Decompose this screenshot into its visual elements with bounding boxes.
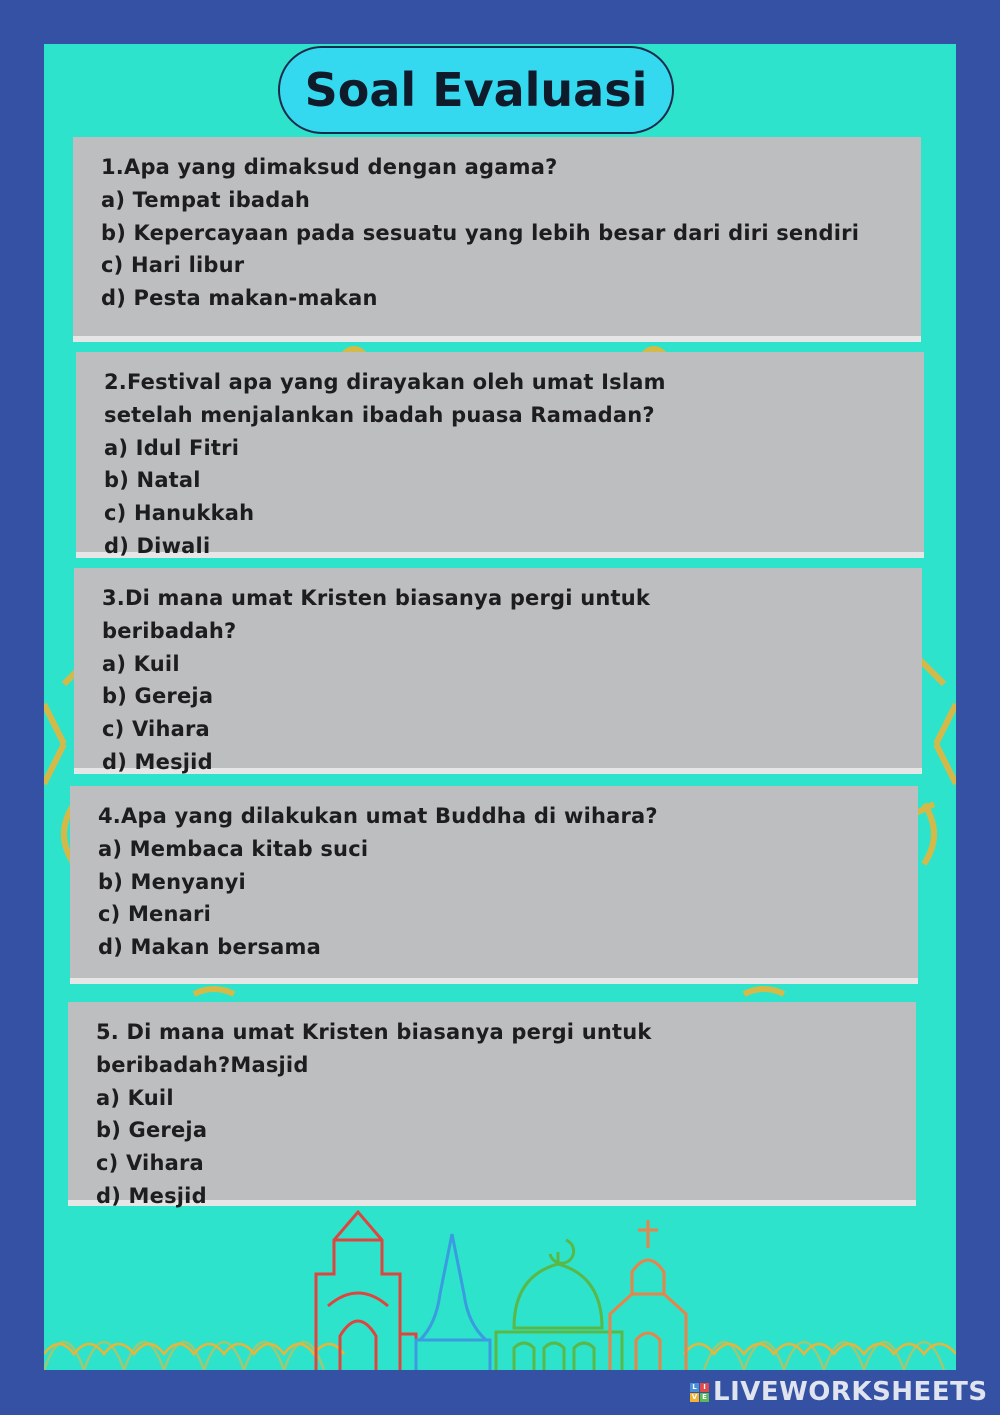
liveworksheets-logo[interactable] (690, 1377, 988, 1407)
answer-option-a[interactable]: a) Membaca kitab suci (98, 836, 369, 861)
liveworksheets-logo-icon: L I V E (690, 1383, 709, 1402)
answer-option-a[interactable]: a) Kuil (102, 651, 180, 676)
answer-option-c[interactable]: c) Vihara (102, 717, 210, 742)
answer-option-d[interactable]: d) Pesta makan-makan (101, 286, 378, 311)
question-card-2 (76, 352, 924, 558)
page-title: Soal Evaluasi (304, 63, 648, 117)
answer-option-d[interactable]: d) Mesjid (102, 749, 213, 774)
answer-option-a[interactable]: a) Kuil (96, 1085, 174, 1110)
answer-option-c[interactable]: c) Hanukkah (104, 501, 255, 526)
question-5-text-cont: beribadah?Masjid (96, 1052, 309, 1077)
answer-option-b[interactable]: b) Gereja (96, 1118, 208, 1143)
answer-option-d[interactable]: d) Mesjid (96, 1183, 207, 1208)
answer-option-b[interactable]: b) Kepercayaan pada sesuatu yang lebih besar dari diri sendiri (101, 220, 860, 245)
question-card-5 (68, 1002, 916, 1206)
question-card-1 (73, 137, 921, 342)
answer-option-b[interactable]: b) Menyanyi (98, 869, 246, 894)
answer-option-d[interactable]: d) Makan bersama (98, 935, 321, 960)
title-banner (278, 46, 674, 134)
answer-option-d[interactable]: d) Diwali (104, 533, 211, 558)
answer-option-b[interactable]: b) Natal (104, 468, 201, 493)
answer-option-c[interactable]: c) Menari (98, 902, 211, 927)
question-card-3 (74, 568, 922, 774)
answer-option-a[interactable]: a) Idul Fitri (104, 435, 240, 460)
question-2-text: 2.Festival apa yang dirayakan oleh umat Islam (104, 370, 666, 394)
question-1-text: 1.Apa yang dimaksud dengan agama? (101, 155, 558, 179)
liveworksheets-brand-text: LIVEWORKSHEETS (713, 1377, 988, 1407)
question-5-text: 5. Di mana umat Kristen biasanya pergi untuk (96, 1020, 652, 1044)
question-3-text: 3.Di mana umat Kristen biasanya pergi untuk (102, 586, 651, 610)
answer-option-c[interactable]: c) Hari libur (101, 253, 245, 278)
question-4-text: 4.Apa yang dilakukan umat Buddha di wihara? (98, 804, 658, 828)
temple-icon (316, 1212, 416, 1370)
mosque-icon (496, 1240, 622, 1370)
stupa-icon (416, 1234, 490, 1370)
worksheet-page (44, 44, 956, 1370)
answer-option-b[interactable]: b) Gereja (102, 684, 214, 709)
question-card-4 (70, 786, 918, 984)
question-3-text-cont: beribadah? (102, 618, 237, 643)
question-2-text-cont: setelah menjalankan ibadah puasa Ramadan? (104, 402, 655, 427)
answer-option-c[interactable]: c) Vihara (96, 1151, 204, 1176)
answer-option-a[interactable]: a) Tempat ibadah (101, 187, 311, 212)
